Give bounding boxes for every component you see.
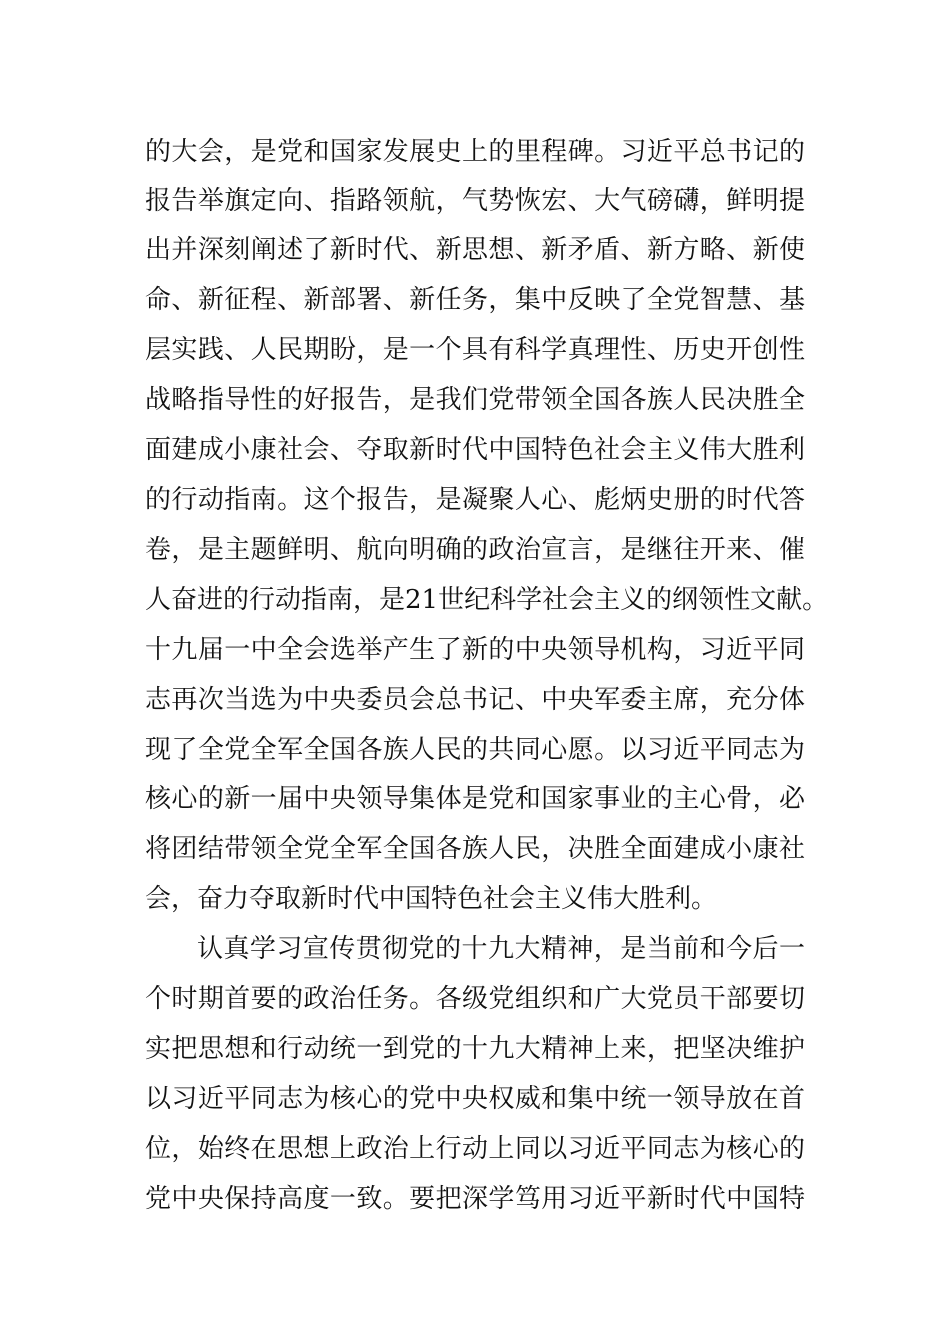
text-line: 十九届一中全会选举产生了新的中央领导机构，习近平同 [145, 635, 805, 665]
text-line: 层实践、人民期盼，是一个具有科学真理性、历史开创性 [145, 335, 805, 365]
text-line: 报告举旗定向、指路领航，气势恢宏、大气磅礴，鲜明提 [145, 186, 805, 216]
text-line: 战略指导性的好报告，是我们党带领全国各族人民决胜全 [145, 385, 805, 415]
text-line: 命、新征程、新部署、新任务，集中反映了全党智慧、基 [145, 285, 805, 315]
text-line: 现了全党全军全国各族人民的共同心愿。以习近平同志为 [145, 735, 805, 765]
text-line: 的行动指南。这个报告，是凝聚人心、彪炳史册的时代答 [145, 485, 805, 515]
text-line: 将团结带领全党全军全国各族人民，决胜全面建成小康社 [145, 834, 805, 864]
text-line: 会，奋力夺取新时代中国特色社会主义伟大胜利。 [145, 884, 718, 914]
text-line: 认真学习宣传贯彻党的十九大精神，是当前和今后一 [197, 934, 805, 964]
text-line: 核心的新一届中央领导集体是党和国家事业的主心骨，必 [145, 784, 805, 814]
text-line: 的大会，是党和国家发展史上的里程碑。习近平总书记的 [145, 137, 805, 167]
text-line: 党中央保持高度一致。要把深学笃用习近平新时代中国特 [145, 1184, 805, 1214]
text-line: 位，始终在思想上政治上行动上同以习近平同志为核心的 [145, 1134, 805, 1164]
text-line: 出并深刻阐述了新时代、新思想、新矛盾、新方略、新使 [145, 235, 805, 265]
text-line: 面建成小康社会、夺取新时代中国特色社会主义伟大胜利 [145, 435, 805, 465]
text-line: 以习近平同志为核心的党中央权威和集中统一领导放在首 [145, 1084, 805, 1114]
text-line: 个时期首要的政治任务。各级党组织和广大党员干部要切 [145, 984, 805, 1014]
text-line: 实把思想和行动统一到党的十九大精神上来，把坚决维护 [145, 1034, 805, 1064]
text-line: 卷，是主题鲜明、航向明确的政治宣言，是继往开来、催 [145, 535, 805, 565]
text-line: 志再次当选为中央委员会总书记、中央军委主席，充分体 [145, 685, 805, 715]
text-line: 人奋进的行动指南，是21世纪科学社会主义的纲领性文献。 [145, 585, 829, 615]
